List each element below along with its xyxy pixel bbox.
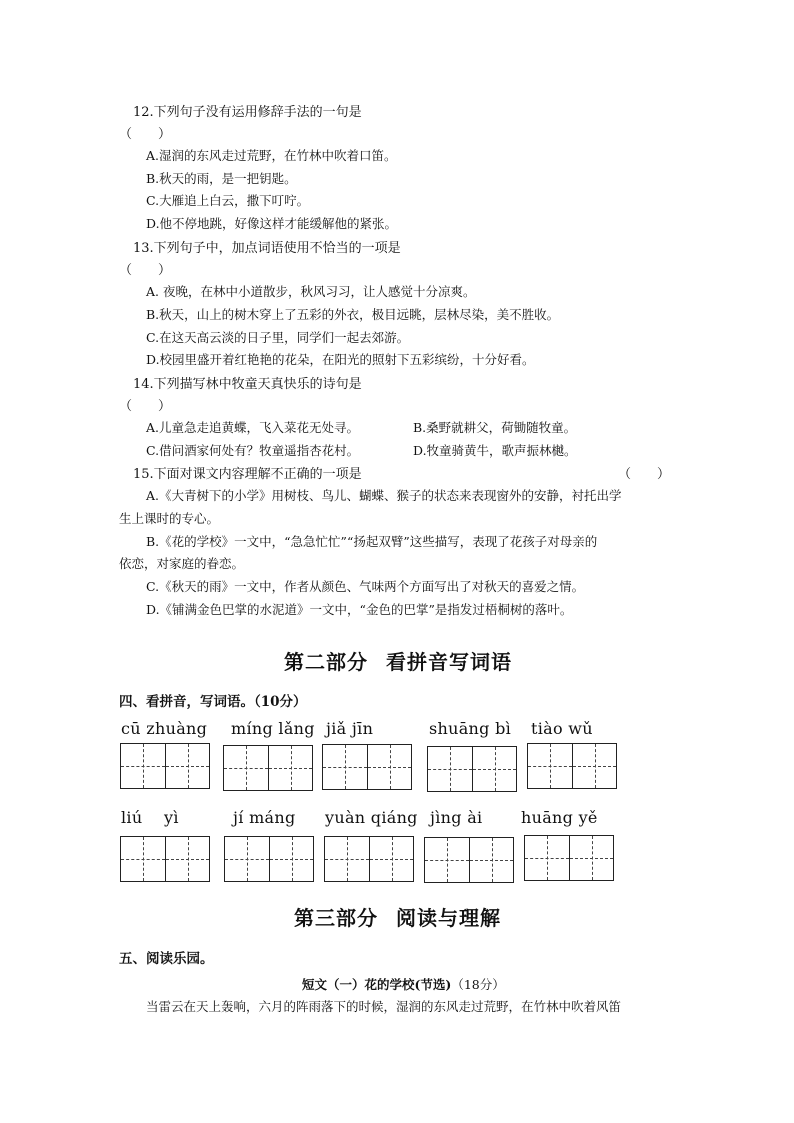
grid-cell[interactable] [268, 746, 312, 790]
grid-cell[interactable] [121, 744, 165, 788]
q15-option-a-line2: 生上课时的专心。 [119, 511, 220, 526]
pinyin-1: cū zhuàng [121, 719, 208, 738]
q14-option-a: A.儿童急走追黄蝶，飞入菜花无处寻。 [146, 420, 360, 435]
part2-title [284, 646, 512, 675]
passage-title [302, 975, 505, 993]
q13-option-b: B.秋天，山上的树木穿上了五彩的外衣，极目远眺，层林尽染，美不胜收。 [146, 307, 560, 322]
pinyin-7: jí máng [233, 808, 296, 827]
part3-title-label: 第三部分 [294, 906, 378, 930]
writing-grid-1[interactable] [120, 743, 210, 789]
q15-bracket: （ ） [618, 467, 671, 482]
grid-cell[interactable] [472, 747, 516, 791]
pinyin-4: shuāng bì [429, 719, 512, 738]
writing-grid-3[interactable] [322, 744, 412, 790]
writing-grid-9[interactable] [424, 837, 514, 883]
writing-grid-7[interactable] [224, 836, 314, 882]
writing-grid-2[interactable] [223, 745, 313, 791]
q14-option-d: D.牧童骑黄牛，歌声振林樾。 [413, 443, 577, 458]
grid-cell[interactable] [469, 838, 513, 882]
grid-cell[interactable] [325, 837, 369, 881]
grid-cell[interactable] [525, 836, 569, 880]
grid-cell[interactable] [425, 838, 469, 882]
q15-option-c: C.《秋天的雨》一文中，作者从颜色、气味两个方面写出了对秋天的喜爱之情。 [146, 579, 585, 594]
grid-cell[interactable] [224, 746, 268, 790]
q15-option-d: D.《铺满金色巴掌的水泥道》一文中，“金色的巴掌”是指发过梧桐树的落叶。 [146, 602, 573, 617]
q12-option-a: A.湿润的东风走过荒野，在竹林中吹着口笛。 [146, 148, 397, 163]
grid-cell[interactable] [369, 837, 413, 881]
grid-cell[interactable] [572, 744, 616, 788]
q13-option-c: C.在这天高云淡的日子里，同学们一起去郊游。 [146, 330, 410, 345]
section-4-heading: 四、看拼音，写词语。（10分） [119, 694, 307, 710]
part3-title [294, 902, 501, 931]
grid-cell[interactable] [428, 747, 472, 791]
part3-title-text: 阅读与理解 [396, 906, 501, 930]
pinyin-6: liú yì [121, 808, 179, 827]
grid-cell[interactable] [323, 745, 367, 789]
q13-option-d: D.校园里盛开着红艳艳的花朵，在阳光的照射下五彩缤纷，十分好看。 [146, 352, 535, 367]
pinyin-2: míng lǎng [231, 719, 315, 738]
q12-option-c: C.大雁追上白云，撒下叮咛。 [146, 193, 310, 208]
q12-stem: 12.下列句子没有运用修辞手法的一句是 [133, 105, 362, 120]
grid-cell[interactable] [269, 837, 313, 881]
q12-bracket: （ ） [119, 127, 172, 142]
grid-cell[interactable] [165, 744, 209, 788]
q15-option-b-line1: B.《花的学校》一文中，“急急忙忙”“扬起双臂”这些描写，表现了花孩子对母亲的 [146, 534, 598, 549]
passage-line-1: 当雷云在天上轰响，六月的阵雨落下的时候，湿润的东风走过荒野，在竹林中吹着风笛 [146, 999, 622, 1014]
pinyin-5: tiào wǔ [531, 719, 593, 738]
writing-grid-6[interactable] [120, 836, 210, 882]
q13-bracket: （ ） [119, 263, 172, 278]
q12-option-b: B.秋天的雨，是一把钥匙。 [146, 171, 297, 186]
q12-option-d: D.他不停地跳，好像这样才能缓解他的紧张。 [146, 216, 398, 231]
section-5-heading: 五、阅读乐园。 [119, 951, 214, 967]
passage-title-text: 短文（一）花的学校(节选) [302, 977, 452, 992]
q13-stem: 13.下列句子中，加点词语使用不恰当的一项是 [133, 241, 401, 256]
grid-cell[interactable] [569, 836, 613, 880]
q14-option-c: C.借问酒家何处有？牧童遥指杏花村。 [146, 443, 360, 458]
writing-grid-5[interactable] [527, 743, 617, 789]
q15-option-a-line1: A.《大青树下的小学》用树枝、鸟儿、蝴蝶、猴子的状态来表现窗外的安静，衬托出学 [146, 488, 622, 503]
grid-cell[interactable] [121, 837, 165, 881]
q15-option-b-line2: 依恋，对家庭的眷恋。 [119, 556, 245, 571]
q15-stem: 15.下面对课文内容理解不正确的一项是 [133, 467, 362, 482]
q14-bracket: （ ） [119, 399, 172, 414]
pinyin-10: huāng yě [521, 808, 598, 827]
writing-grid-10[interactable] [524, 835, 614, 881]
part2-title-text: 看拼音写词语 [386, 650, 512, 674]
grid-cell[interactable] [367, 745, 411, 789]
passage-score: （18分） [451, 977, 505, 992]
writing-grid-4[interactable] [427, 746, 517, 792]
grid-cell[interactable] [225, 837, 269, 881]
pinyin-3: jiǎ jīn [326, 719, 374, 738]
pinyin-9: jìng ài [430, 808, 483, 827]
q14-stem: 14.下列描写林中牧童天真快乐的诗句是 [133, 377, 362, 392]
grid-cell[interactable] [528, 744, 572, 788]
q13-option-a: A. 夜晚，在林中小道散步，秋风习习，让人感觉十分凉爽。 [146, 284, 476, 299]
writing-grid-8[interactable] [324, 836, 414, 882]
q14-option-b: B.桑野就耕父，荷锄随牧童。 [413, 420, 577, 435]
pinyin-8: yuàn qiáng [325, 808, 418, 827]
grid-cell[interactable] [165, 837, 209, 881]
part2-title-label: 第二部分 [284, 650, 368, 674]
